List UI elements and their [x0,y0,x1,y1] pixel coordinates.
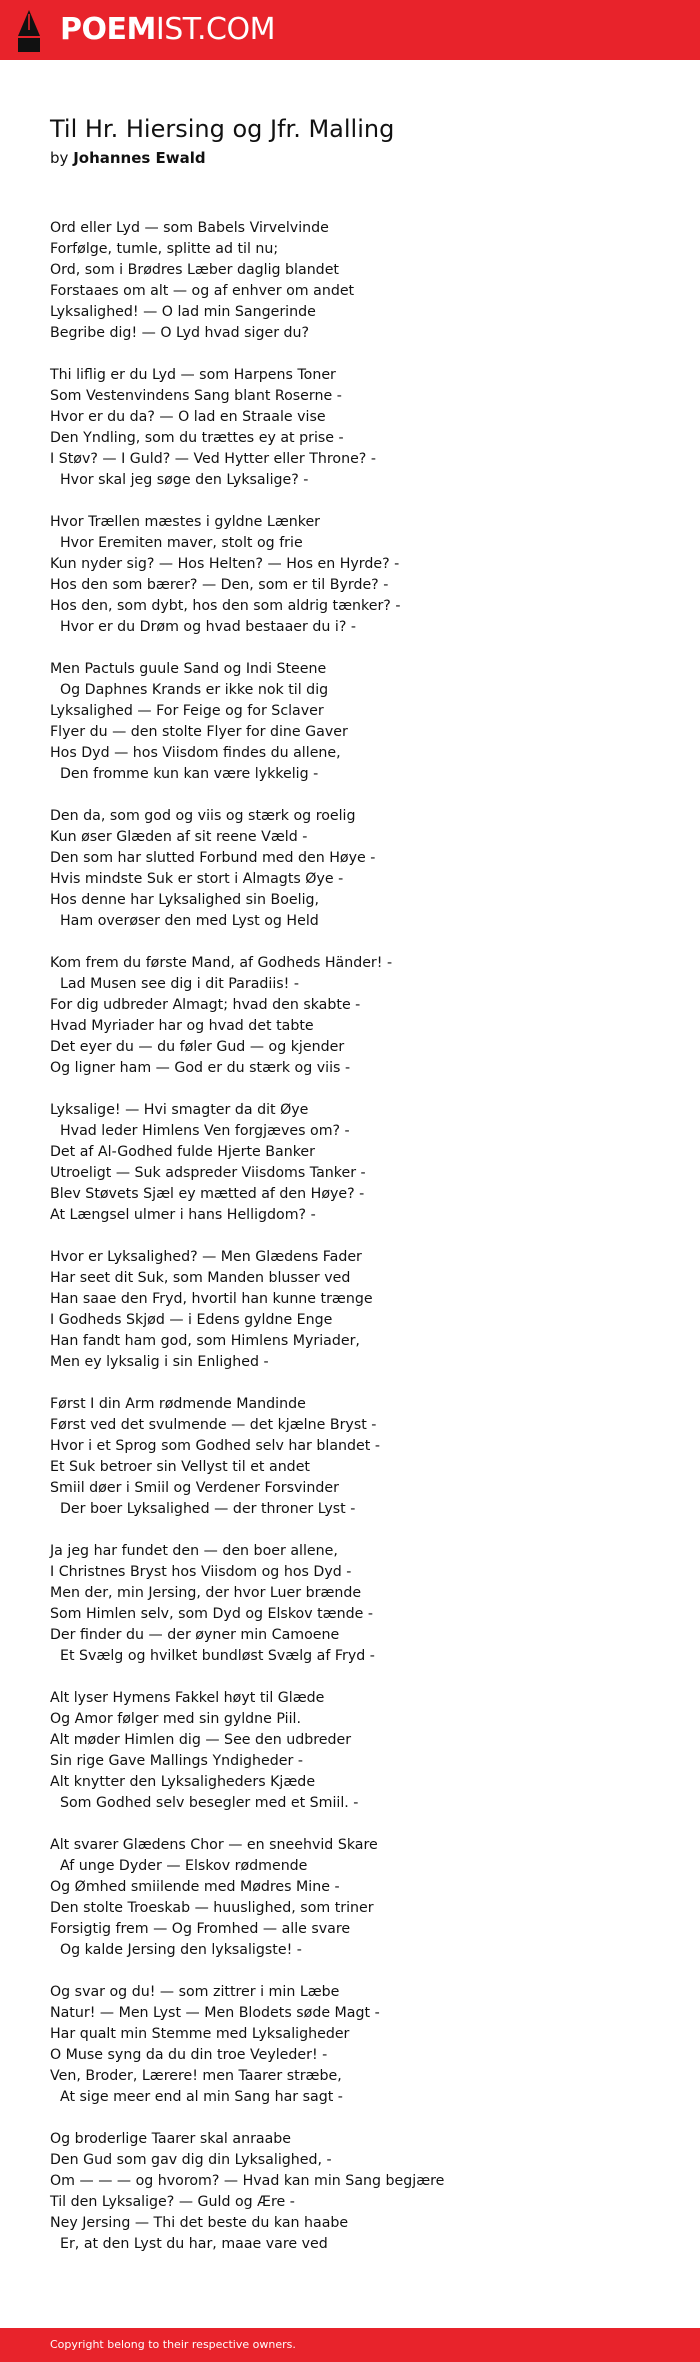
poem-line: Til den Lyksalige? — Guld og Ære - [50,2194,295,2210]
poem-line: Hvad leder Himlens Ven forgjæves om? - [60,1123,350,1139]
poem-line: Alt møder Himlen dig — See den udbreder [50,1732,352,1748]
site-logo[interactable] [60,12,275,48]
poem-line: Hvor er du da? — O lad en Straale vise [50,409,326,425]
poem-line: Hvor skal jeg søge den Lyksalige? - [60,472,309,488]
byline [50,148,206,168]
stanza [50,1541,670,1667]
poem-line: Men ey lyksalig i sin Enlighed - [50,1354,269,1370]
poem-line: Smiil døer i Smiil og Verdener Forsvinder [50,1480,339,1496]
poem-line: Er, at den Lyst du har, maae vare ved [60,2236,328,2252]
poem-line: Den stolte Troeskab — huuslighed, som triner [50,1900,374,1916]
stanza [50,365,670,491]
poem-line: Natur! — Men Lyst — Men Blodets søde Magt - [50,2005,380,2021]
poem-line: Som Godhed selv besegler med et Smiil. - [60,1795,359,1811]
poem-line: Og ligner ham — God er du stærk og viis - [50,1060,351,1076]
poem-line: Lyksalighed! — O lad min Sangerinde [50,304,316,320]
poem-line: Flyer du — den stolte Flyer for dine Gaver [50,724,348,740]
poem-line: O Muse syng da du din troe Veyleder! - [50,2047,328,2063]
poem-line: Det af Al-Godhed fulde Hjerte Banker [50,1144,315,1160]
poem-line: Kom frem du første Mand, af Godheds Händer! - [50,955,393,971]
poem-line: Alt lyser Hymens Fakkel høyt til Glæde [50,1690,325,1706]
poem-line: Hos denne har Lyksalighed sin Boelig, [50,892,320,908]
poem-line: Hos den som bærer? — Den, som er til Byrde? - [50,577,389,593]
stanza [50,806,670,932]
stanza [50,1688,670,1814]
poem-line: I Christnes Bryst hos Viisdom og hos Dyd - [50,1564,352,1580]
poem-line: Ney Jersing — Thi det beste du kan haabe [50,2215,349,2231]
poem-line: Der boer Lyksalighed — der throner Lyst - [60,1501,356,1517]
poem-line: Forstaaes om alt — og af enhver om andet [50,283,355,299]
site-header [0,0,700,60]
poem-line: Og kalde Jersing den lyksaligste! - [60,1942,302,1958]
poem-line: Ja jeg har fundet den — den boer allene, [50,1543,338,1559]
poem-line: Hos Dyd — hos Viisdom findes du allene, [50,745,341,761]
site-footer [0,2328,700,2362]
pen-nib-icon[interactable] [18,10,40,52]
poem-line: Og svar og du! — som zittrer i min Læbe [50,1984,340,2000]
poem-line: Og broderlige Taarer skal anraabe [50,2131,292,2147]
poem-line: Som Vestenvindens Sang blant Roserne - [50,388,342,404]
poem-line: Hvor Eremiten maver, stolt og frie [60,535,303,551]
poem-line: Og Daphnes Krands er ikke nok til dig [60,682,329,698]
logo-bold-text: POEM [60,12,156,47]
poem-line: Har seet dit Suk, som Manden blusser ved [50,1270,351,1286]
poem-line: Alt knytter den Lyksaligheders Kjæde [50,1774,316,1790]
poem-line: Han saae den Fryd, hvortil han kunne trænge [50,1291,373,1307]
poem-line: Lad Musen see dig i dit Paradiis! - [60,976,299,992]
poem-line: Forfølge, tumle, splitte ad til nu; [50,241,279,257]
poem-line: Ham overøser den med Lyst og Held [60,913,319,929]
poem-line: Sin rige Gave Mallings Yndigheder - [50,1753,303,1769]
poem-line: Den Gud som gav dig din Lyksalighed, - [50,2152,332,2168]
poem-line: Kun nyder sig? — Hos Helten? — Hos en Hyrde? - [50,556,400,572]
poem-line: Af unge Dyder — Elskov rødmende [60,1858,308,1874]
poem-line: At sige meer end al min Sang har sagt - [60,2089,343,2105]
copyright-notice: Copyright belong to their respective owners. [50,2338,296,2351]
stanza [50,2129,670,2255]
poem-line: Lyksalighed — For Feige og for Sclaver [50,703,324,719]
poem-line: Et Svælg og hvilket bundløst Svælg af Fryd - [60,1648,375,1664]
byline-prefix: by [50,149,69,167]
poem-line: Som Himlen selv, som Dyd og Elskov tænde - [50,1606,373,1622]
stanza [50,1835,670,1961]
poem-line: Den Yndling, som du trættes ey at prise - [50,430,344,446]
poem-line: Thi liflig er du Lyd — som Harpens Toner [50,367,336,383]
poem-line: Har qualt min Stemme med Lyksaligheder [50,2026,350,2042]
poem-line: Ord eller Lyd — som Babels Virvelvinde [50,220,329,236]
poem-line: Det eyer du — du føler Gud — og kjender [50,1039,345,1055]
poem-line: I Støv? — I Guld? — Ved Hytter eller Throne? - [50,451,376,467]
poem-line: Hvor i et Sprog som Godhed selv har blandet - [50,1438,380,1454]
stanza [50,218,670,344]
poem-line: I Godheds Skjød — i Edens gyldne Enge [50,1312,333,1328]
poem-line: Han fandt ham god, som Himlens Myriader, [50,1333,360,1349]
poem-line: Ven, Broder, Lærere! men Taarer stræbe, [50,2068,342,2084]
poem-line: Og Ømhed smiilende med Mødres Mine - [50,1879,340,1895]
stanza [50,1394,670,1520]
poem-line: Et Suk betroer sin Vellyst til et andet [50,1459,310,1475]
poem-line: Blev Støvets Sjæl ey mætted af den Høye? - [50,1186,365,1202]
poem-line: Hvis mindste Suk er stort i Almagts Øye - [50,871,344,887]
poem-line: At Længsel ulmer i hans Helligdom? - [50,1207,316,1223]
poem-line: Lyksalige! — Hvi smagter da dit Øye [50,1102,309,1118]
poem-line: Kun øser Glæden af sit reene Væld - [50,829,308,845]
poem-line: Først ved det svulmende — det kjælne Bryst - [50,1417,377,1433]
stanza [50,1247,670,1373]
poem-line: Den da, som god og viis og stærk og roelig [50,808,356,824]
poem-line: Der finder du — der øyner min Camoene [50,1627,340,1643]
author-name[interactable]: Johannes Ewald [73,149,206,167]
poem-line: Utroeligt — Suk adspreder Viisdoms Tanker - [50,1165,366,1181]
poem-line: Hvor er du Drøm og hvad bestaaer du i? - [60,619,356,635]
poem-line: Om — — — og hvorom? — Hvad kan min Sang begjære [50,2173,445,2189]
poem-line: Hvor er Lyksalighed? — Men Glædens Fader [50,1249,362,1265]
poem-line: Men Pactuls guule Sand og Indi Steene [50,661,327,677]
poem-line: Den fromme kun kan være lykkelig - [60,766,319,782]
stanza [50,953,670,1079]
stanza [50,659,670,785]
stanza [50,512,670,638]
poem-line: Hvad Myriader har og hvad det tabte [50,1018,314,1034]
poem-line: Og Amor følger med sin gyldne Piil. [50,1711,301,1727]
poem-body [50,218,670,2276]
poem-line: Forsigtig frem — Og Fromhed — alle svare [50,1921,351,1937]
stanza [50,1100,670,1226]
poem-title: Til Hr. Hiersing og Jfr. Malling [50,115,395,143]
poem-line: Begribe dig! — O Lyd hvad siger du? [50,325,310,341]
poem-line: Først I din Arm rødmende Mandinde [50,1396,306,1412]
poem-line: Den som har slutted Forbund med den Høye - [50,850,376,866]
poem-line: Hos den, som dybt, hos den som aldrig tænker? - [50,598,401,614]
poem-line: Alt svarer Glædens Chor — en sneehvid Skare [50,1837,378,1853]
poem-line: For dig udbreder Almagt; hvad den skabte - [50,997,361,1013]
logo-light-text: IST.COM [155,12,275,47]
poem-line: Hvor Trællen mæstes i gyldne Lænker [50,514,321,530]
stanza [50,1982,670,2108]
poem-line: Ord, som i Brødres Læber daglig blandet [50,262,339,278]
poem-line: Men der, min Jersing, der hvor Luer brænde [50,1585,362,1601]
